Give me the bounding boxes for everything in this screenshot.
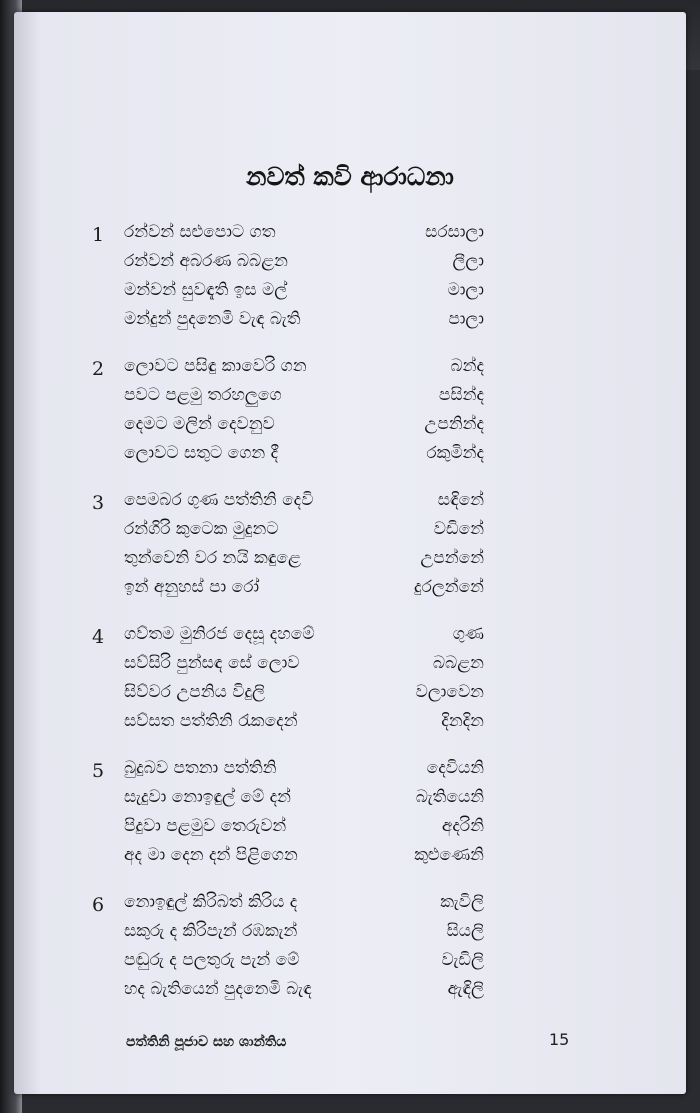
verse-3 (14, 490, 686, 606)
verse-line-text: නොඉඳුල් කිරිබත් කිරිය ද (124, 892, 298, 912)
verse-line (14, 787, 686, 816)
verse-line (14, 309, 686, 338)
verse-line (14, 519, 686, 548)
verse-2 (14, 356, 686, 472)
verse-4 (14, 624, 686, 740)
verse-line (14, 979, 686, 1008)
verse-line-text: මන්දුන් පුදනෙමි වැඳ බැති (124, 309, 301, 329)
verse-line-end-word: ඇඳිලි (447, 979, 484, 999)
verse-line (14, 280, 686, 309)
verse-line-text: දෙමට මලින් දෙවනුව (124, 414, 275, 434)
verse-line (14, 653, 686, 682)
verse-line-end-word: බබළන (432, 653, 484, 673)
verse-line (14, 682, 686, 711)
verse-number: 3 (92, 492, 105, 514)
verse-line-text: අද මා දෙන දන් පිළිගෙන (124, 845, 298, 865)
verse-line-end-word: වලාවෙන (415, 682, 484, 702)
verse-line-text: තුන්වෙනි වර නයි කඳුළෙ (124, 548, 301, 568)
verse-line-end-word: බන්ද (450, 356, 484, 376)
verse-line-text: බුදුබව පතනා පත්තිනි (124, 758, 277, 778)
verse-line-end-word: රකුමින්ද (426, 443, 484, 463)
verse-line-text: පවට පළමු තරහලුගෙ (124, 385, 282, 405)
verse-line-end-word: කුළුණෙනි (414, 845, 484, 865)
running-footer-title: පත්තිනි පූජාව සහ ශාන්තිය (126, 1034, 287, 1050)
verse-line-end-word: කැවිලි (440, 892, 484, 912)
verse-line-end-word: මාලා (447, 280, 484, 300)
verse-line-text: සකුරු ද කිරිපැන් රඹකැන් (124, 921, 298, 941)
verse-line-text: ගව්තම මුනිරජ දෙසූ දහමේ (124, 624, 315, 644)
verse-line (14, 385, 686, 414)
verse-line-text: පෙමබර ගුණ පත්තිනි දෙවි (124, 490, 314, 510)
verse-number: 5 (92, 760, 105, 782)
verse-line (14, 577, 686, 606)
verse-line (14, 414, 686, 443)
verse-number: 2 (92, 358, 105, 380)
verse-line-text: රන්වන් අබරණ බබළන (124, 251, 288, 271)
verse-line (14, 251, 686, 280)
page-title: නවත් කවි ආරාධනා (246, 162, 454, 191)
verse-line (14, 758, 686, 787)
verse-line-text: පිදුවා පළමුව තෙරුවන් (124, 816, 287, 836)
verse-line (14, 892, 686, 921)
verse-line-text: මන්වන් සුවඳැති ඉස මල් (124, 280, 288, 300)
verse-line-end-word: බැතියෙනි (415, 787, 484, 807)
verse-number: 1 (92, 224, 105, 246)
verse-line-end-word: දුරලන්නේ (414, 577, 484, 597)
verse-line-text: සව්සිරි පුන්සඳ සේ ලොව (124, 653, 300, 673)
verse-5 (14, 758, 686, 874)
verse-line-end-word: සඳිනේ (437, 490, 484, 510)
verse-line-end-word: සරසාලා (425, 222, 484, 242)
verse-line (14, 443, 686, 472)
verse-line-end-word: ලීලා (452, 251, 484, 271)
verse-line-text: හද බැතියෙන් පුදනෙමි බැඳ (124, 979, 312, 999)
verse-line-end-word: උපනින්ද (424, 414, 484, 434)
verse-line (14, 356, 686, 385)
page-number: 15 (549, 1030, 570, 1049)
verse-line-text: ලොවට සතුට ගෙන දී (124, 443, 279, 463)
verse-line-end-word: පසින්ද (438, 385, 484, 405)
verse-line-end-word: ගුණ (452, 624, 484, 644)
verse-1 (14, 222, 686, 338)
verse-line (14, 950, 686, 979)
verse-line-text: සිව්වර උපනිය විදුලි (124, 682, 265, 702)
verse-line-text: රන්ගිරි කුටෙක මුදුනට (124, 519, 279, 539)
verse-line-end-word: දිනදින (441, 711, 484, 731)
verse-line-end-word: පාලා (448, 309, 484, 329)
verse-line-text: ලොවට පසිඳු කාවෙරි ගන (124, 356, 307, 376)
verse-line (14, 921, 686, 950)
verse-line-text: රන්වන් සළුපොට ගත (124, 222, 276, 242)
verse-line-text: සව්සත පත්තිනි රැකදෙන් (124, 711, 298, 731)
verse-line-end-word: උපන්නේ (420, 548, 484, 568)
verse-line-end-word: වැඩිලි (441, 950, 484, 970)
verse-line (14, 222, 686, 251)
verse-line-end-word: වඩිනේ (433, 519, 484, 539)
verse-line (14, 816, 686, 845)
verse-line-text: ඉන් අනුහස් පා රෝ (124, 577, 260, 597)
verse-number: 4 (92, 626, 105, 648)
verse-6 (14, 892, 686, 1008)
verse-line-end-word: දෙවියනි (426, 758, 484, 778)
verse-line-text: පඬුරු ද පලතුරු පැන් මේ (124, 950, 300, 970)
verse-line-end-word: සියලි (446, 921, 484, 941)
verse-line (14, 624, 686, 653)
book-page (14, 12, 686, 1094)
verse-line-text: සැදුවා නොඉඳුල් මේ දන් (124, 787, 291, 807)
verse-line (14, 845, 686, 874)
verse-line-end-word: අදරිනි (441, 816, 484, 836)
verse-line (14, 711, 686, 740)
verse-number: 6 (92, 894, 105, 916)
verse-line (14, 548, 686, 577)
verse-line (14, 490, 686, 519)
